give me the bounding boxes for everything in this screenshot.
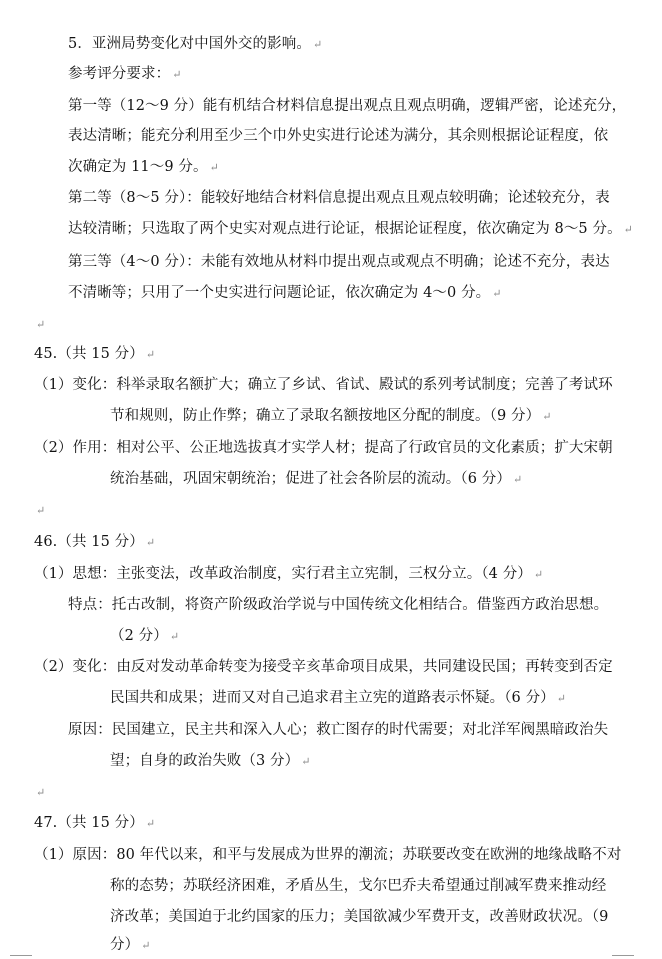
question-47-heading: 47.（共 15 分） ↵: [34, 815, 156, 831]
q46-1-line-1: （1）思想：主张变法，改革政治制度，实行君主立宪制，三权分立。（4 分） ↵: [34, 566, 544, 582]
q46-2-line-1: （2）变化：由反对发动革命转变为接受辛亥革命项目成果，共同建设民国；再转变到否定: [34, 659, 613, 675]
q45-1-line-2: 节和规则，防止作弊；确立了录取名额按地区分配的制度。（9 分） ↵: [110, 408, 552, 424]
paragraph-mark: ↵: [36, 504, 46, 517]
paragraph-mark: ↵: [512, 473, 523, 486]
paragraph-mark: ↵: [533, 568, 544, 581]
q45-2-line-1: （2）作用：相对公平、公正地选拔真才实学人材；提高了行政官员的文化素质；扩大宋朝: [34, 440, 613, 456]
paragraph-mark: ↵: [145, 348, 156, 361]
level-2-line-2: 达较清晰；只选取了两个史实对观点进行论证，根据论证程度，依次确定为 8～5 分。 ↵: [68, 221, 633, 237]
paragraph-mark: ↵: [36, 318, 46, 331]
paragraph-mark: ↵: [542, 410, 552, 423]
paragraph-mark: ↵: [172, 68, 182, 81]
level-3-line-2: 不清晰等；只用了一个史实进行问题论证，依次确定为 4～0 分。 ↵: [68, 285, 502, 301]
level-1-line-2: 表达清晰；能充分利用至少三个巾外史实进行论述为满分，其余则根据论证程度，依: [68, 128, 609, 144]
q45-1-line-1: （1）变化：科举录取名额扩大；确立了乡试、省试、殿试的系列考试制度；完善了考试环: [34, 377, 613, 393]
q47-1-line-4: 分） ↵: [110, 937, 151, 953]
paragraph-mark: ↵: [556, 692, 567, 705]
level-2-line-1: 第二等（8～5 分）：能较好地结合材料信息提出观点且观点较明确；论述较充分，表: [68, 190, 610, 206]
q47-1-line-3: 济改革；美国迫于北约国家的压力；美国欲减少军费开支，改善财政状况。（9: [110, 909, 609, 925]
item-5-title: 5．亚洲局势变化对中国外交的影响。 ↵: [68, 36, 323, 52]
q46-2-line-3: 原因：民国建立，民主共和深入人心；救亡图存的时代需要；对北洋军阀黑暗政治失: [68, 722, 609, 738]
q45-2-line-2: 统治基础，巩固宋朝统治；促进了社会各阶层的流动。（6 分） ↵: [110, 471, 523, 487]
level-1-line-3: 次确定为 11～9 分。 ↵: [68, 159, 219, 175]
q46-2-line-4: 望；自身的政治失败（3 分） ↵: [110, 753, 311, 769]
paragraph-mark: ↵: [169, 630, 180, 643]
crop-mark-bottom-left: [10, 955, 32, 956]
q46-2-line-2: 民国共和成果；进而又对自己追求君主立宪的道路表示怀疑。（6 分） ↵: [110, 690, 567, 706]
scoring-criteria-label: 参考评分要求： ↵: [68, 66, 182, 82]
q47-1-line-2: 称的态势；苏联经济困难，矛盾丛生，戈尔巴乔夫希望通过削减军费来推动经: [110, 878, 607, 894]
question-46-heading: 46.（共 15 分） ↵: [34, 534, 156, 550]
level-1-line-1: 第一等（12～9 分）能有机结合材料信息提出观点且观点明确，逻辑严密，论述充分，: [68, 98, 627, 114]
level-3-line-1: 第三等（4～0 分）：未能有效地从材料巾提出观点或观点不明确；论述不充分，表达: [68, 254, 610, 270]
paragraph-mark: ↵: [623, 223, 633, 236]
crop-mark-bottom-right: [612, 955, 634, 956]
paragraph-mark: ↵: [145, 817, 156, 830]
paragraph-mark: ↵: [492, 287, 502, 300]
q46-1-line-2: 特点：托古改制，将资产阶级政治学说与中国传统文化相结合。借鉴西方政治思想。: [68, 597, 609, 613]
paragraph-mark: ↵: [145, 536, 156, 549]
paragraph-mark: ↵: [312, 38, 323, 51]
q46-1-line-3: （2 分） ↵: [110, 628, 180, 644]
paragraph-mark: ↵: [36, 786, 46, 799]
empty-paragraph: [34, 314, 45, 335]
empty-paragraph: [34, 500, 45, 521]
paragraph-mark: ↵: [141, 939, 151, 952]
question-45-heading: 45.（共 15 分） ↵: [34, 346, 156, 362]
paragraph-mark: ↵: [209, 161, 219, 174]
paragraph-mark: ↵: [301, 755, 311, 768]
empty-paragraph: [34, 782, 45, 803]
q47-1-line-1: （1）原因：80 年代以来，和平与发展成为世界的潮流；苏联要改变在欧洲的地缘战略不对: [34, 847, 622, 863]
